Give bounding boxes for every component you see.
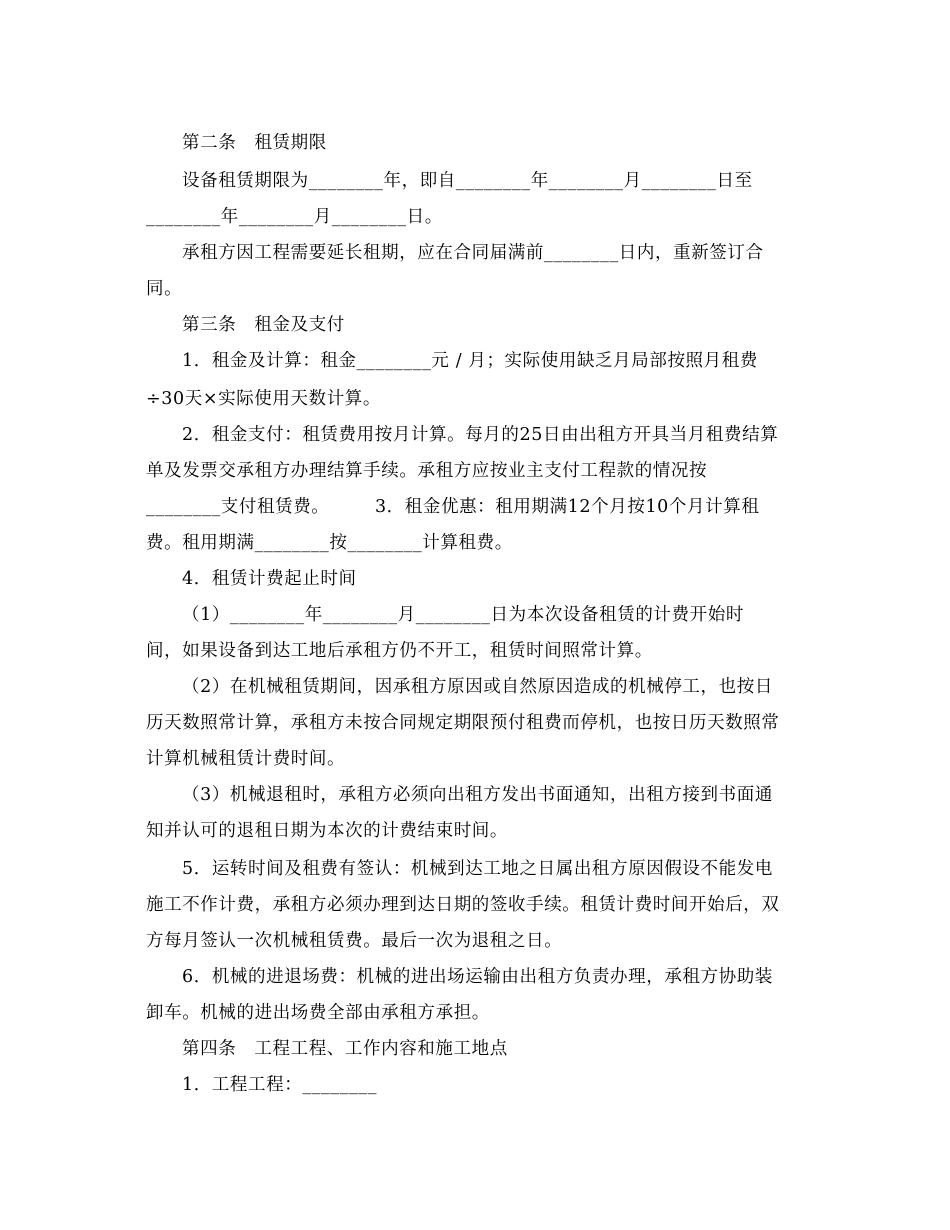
- paragraph-line: 计算机械租赁计费时间。: [146, 749, 346, 769]
- paragraph-line: 5．运转时间及租费有签认：机械到达工地之日属出租方原因假设不能发电: [182, 859, 773, 879]
- paragraph-line: （3）机械退租时，承租方必须向出租方发出书面通知，出租方接到书面通: [182, 785, 773, 805]
- paragraph-line: ________支付租赁费。 3．租金优惠：租用期满12个月按10个月计算租: [146, 497, 760, 517]
- paragraph-line: （1）________年________月________日为本次设备租赁的计费开始时: [182, 605, 744, 625]
- paragraph-line: 单及发票交承租方办理结算手续。承租方应按业主支付工程款的情况按: [146, 461, 708, 481]
- article-3-heading: 第三条 租金及支付: [182, 315, 345, 335]
- paragraph-line: 1．租金及计算：租金________元 / 月；实际使用缺乏月局部按照月租费: [182, 351, 758, 371]
- paragraph-line: 设备租赁期限为________年，即自________年________月________日至: [182, 171, 753, 191]
- paragraph-line: 承租方因工程需要延长租期，应在合同届满前________日内，重新签订合: [182, 243, 764, 263]
- paragraph-line: 1．工程工程：________: [182, 1075, 378, 1095]
- article-4-heading: 第四条 工程工程、工作内容和施工地点: [182, 1039, 508, 1059]
- paragraph-line: ÷30天×实际使用天数计算。: [146, 389, 381, 409]
- paragraph-line: 费。租用期满________按________计算租费。: [146, 533, 513, 553]
- section-4-heading: 4．租赁计费起止时间: [182, 569, 357, 589]
- paragraph-line: 方每月签认一次机械租赁费。最后一次为退租之日。: [146, 931, 563, 951]
- paragraph-line: ________年________月________日。: [146, 207, 443, 227]
- paragraph-line: （2）在机械租赁期间，因承租方原因或自然原因造成的机械停工，也按日: [182, 677, 773, 697]
- paragraph-line: 知并认可的退租日期为本次的计费结束时间。: [146, 821, 508, 841]
- paragraph-line: 历天数照常计算，承租方未按合同规定期限预付租费而停机，也按日历天数照常: [146, 713, 780, 733]
- paragraph-line: 间，如果设备到达工地后承租方仍不开工，租赁时间照常计算。: [146, 641, 653, 661]
- paragraph-line: 卸车。机械的进出场费全部由承租方承担。: [146, 1003, 490, 1023]
- article-2-heading: 第二条 租赁期限: [182, 133, 327, 153]
- paragraph-line: 施工不作计费，承租方必须办理到达日期的签收手续。租赁计费时间开始后，双: [146, 895, 780, 915]
- paragraph-line: 同。: [146, 279, 183, 299]
- paragraph-line: 6．机械的进退场费：机械的进出场运输由出租方负责办理，承租方协助装: [182, 967, 773, 987]
- paragraph-line: 2．租金支付：租赁费用按月计算。每月的25日由出租方开具当月租费结算: [182, 425, 779, 445]
